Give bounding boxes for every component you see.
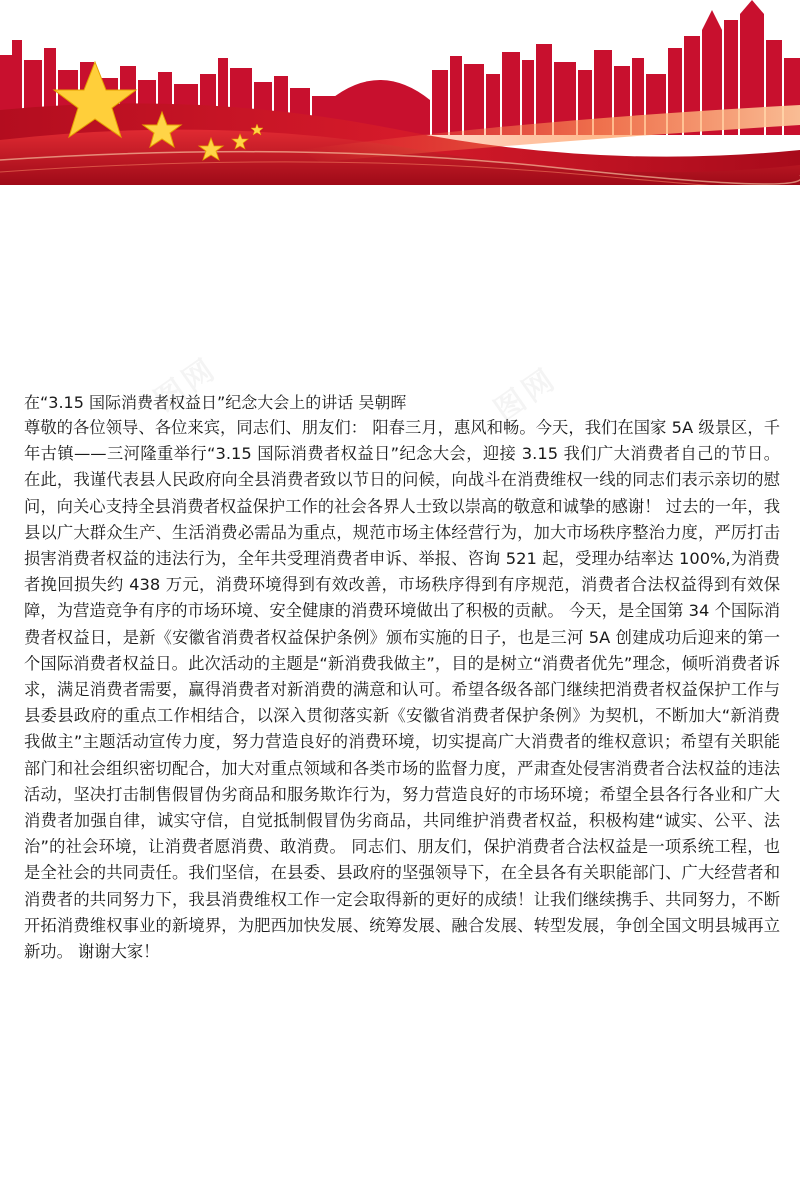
city-skyline-banner	[0, 0, 800, 185]
header-banner	[0, 0, 800, 185]
speech-document	[24, 391, 780, 965]
document-body: 尊敬的各位领导、各位来宾，同志们、朋友们： 阳春三月，惠风和畅。今天，我们在国家 5A 级景区，千年古镇——三河隆重举行“3.15 国际消费者权益日”纪念大会，迎接 3.15 我们广大消费者自己的节日。在此，我谨代表县人民政府向全县消费者致以节日的问候，向战斗在消费维权一线的同志们表示亲切的慰问，向关心支持全县消费者权益保护工作的社会各界人士致以崇高的敬意和诚挚的感谢！ 过去的一年，我县以广大群众生产、生活消费必需品为重点，规范市场主体经营行为，加大市场秩序整治力度，严厉打击损害消费者权益的违法行为，全年共受理消费者申诉、举报、咨询 521 起，受理办结率达 100%,为消费者挽回损失约 438 万元，消费环境得到有效改善，市场秩序得到有序规范，消费者合法权益得到有效保障，为营造竞争有序的市场环境、安全健康的消费环境做出了积极的贡献。 今天，是全国第 34 个国际消费者权益日，是新《安徽省消费者权益保护条例》颁布实施的日子，也是三河 5A 创建成功后迎来的第一个国际消费者权益日。此次活动的主题是“新消费我做主”，目的是树立“消费者优先”理念，倾听消费者诉求，满足消费者需要，赢得消费者对新消费的满意和认可。希望各级各部门继续把消费者权益保护工作与县委县政府的重点工作相结合，以深入贯彻落实新《安徽省消费者保护条例》为契机，不断加大“新消费 我做主”主题活动宣传力度，努力营造良好的消费环境，切实提高广大消费者的维权意识；希望有关职能部门和社会组织密切配合，加大对重点领域和各类市场的监督力度，严肃查处侵害消费者合法权益的违法活动，坚决打击制售假冒伪劣商品和服务欺诈行为，努力营造良好的市场环境；希望全县各行各业和广大消费者加强自律，诚实守信，自觉抵制假冒伪劣商品，共同维护消费者权益，积极构建“诚实、公平、法治”的社会环境，让消费者愿消费、敢消费。 同志们、朋友们，保护消费者合法权益是一项系统工程，也是全社会的共同责任。我们坚信，在县委、县政府的坚强领导下，在全县各有关职能部门、广大经营者和消费者的共同努力下，我县消费维权工作一定会取得新的更好的成绩！让我们继续携手、共同努力，不断开拓消费维权事业的新境界，为肥西加快发展、统筹发展、融合发展、转型发展，争创全国文明县城再立新功。 谢谢大家！	[24, 418, 780, 962]
document-title: 在“3.15 国际消费者权益日”纪念大会上的讲话 吴朝晖	[24, 393, 407, 412]
